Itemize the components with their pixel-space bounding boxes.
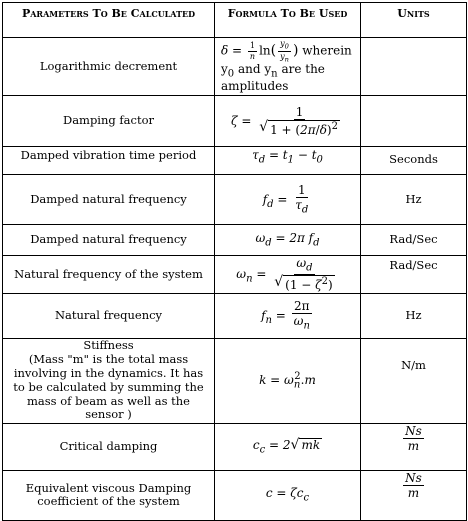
unit-cell: Hz [361, 293, 467, 338]
header-units: Units [361, 3, 467, 38]
param-cell: Equivalent viscous Damping coefficient of the system [3, 470, 215, 520]
header-parameters: Parameters To Be Calculated [3, 3, 215, 38]
formula-cell: $k = \omega_n^2.m$ [215, 338, 361, 423]
table-row [3, 293, 467, 338]
param-cell: Logarithmic decrement [3, 38, 215, 96]
param-cell: Natural frequency of the system [3, 256, 215, 294]
unit-cell [361, 38, 467, 96]
formula-wherein: wherein [302, 43, 352, 58]
unit-cell: $\frac{Ns}{m}$ [361, 423, 467, 470]
param-cell: Damped vibration time period [3, 147, 215, 175]
formula-cell: $c = \zeta c_c$ [215, 470, 361, 520]
formula-cell: $\tau_d = t_1 - t_0$ [215, 147, 361, 175]
parameters-table [2, 2, 467, 521]
formula-cell: $f_n$ = $\frac{2\pi}{\omega_n}$ [215, 293, 361, 338]
table-row [3, 147, 467, 175]
table-row [3, 38, 467, 96]
header-row [3, 3, 467, 38]
table-row [3, 470, 467, 520]
unit-cell: N/m [361, 338, 467, 423]
formula-cell: $\omega_n$ = $\omega_d$ √ $(1 - \zeta^2)$ [215, 256, 361, 294]
unit-cell: Hz [361, 175, 467, 225]
header-formula: Formula To Be Used [215, 3, 361, 38]
param-cell: Stiffness (Mass "m" is the total mass involving in the dynamics. It has to be calculated by summing the mass of beam as well as the sensor ) [3, 338, 215, 423]
table-row [3, 175, 467, 225]
param-cell: Damped natural frequency [3, 225, 215, 256]
table-row [3, 96, 467, 147]
table-row [3, 423, 467, 470]
formula-cell: $f_d$ = $\frac{1}{\tau_d}$ [215, 175, 361, 225]
param-cell: Natural frequency [3, 293, 215, 338]
unit-cell [361, 96, 467, 147]
table-row [3, 225, 467, 256]
unit-cell: Rad/Sec [361, 256, 467, 294]
unit-cell: $\frac{Ns}{m}$ [361, 470, 467, 520]
formula-cell: ζ = 1 √ $1 + (2\pi/\delta)^2$ [215, 96, 361, 147]
unit-cell: Rad/Sec [361, 225, 467, 256]
param-cell: Damped natural frequency [3, 175, 215, 225]
table-row [3, 256, 467, 294]
param-cell: Critical damping [3, 423, 215, 470]
formula-cell: $c_c = 2$ √ mk [215, 423, 361, 470]
table-row [3, 338, 467, 423]
param-cell: Damping factor [3, 96, 215, 147]
formula-cell: $\omega_d = 2\pi$ $f_d$ [215, 225, 361, 256]
unit-cell: Seconds [361, 147, 467, 175]
formula-cell: δ = $\frac{1}{n}$ ln( $\frac{y_0}{y_n}$ ) wherein $y_0$ and $y_n$ are the amplitudes [215, 38, 361, 96]
